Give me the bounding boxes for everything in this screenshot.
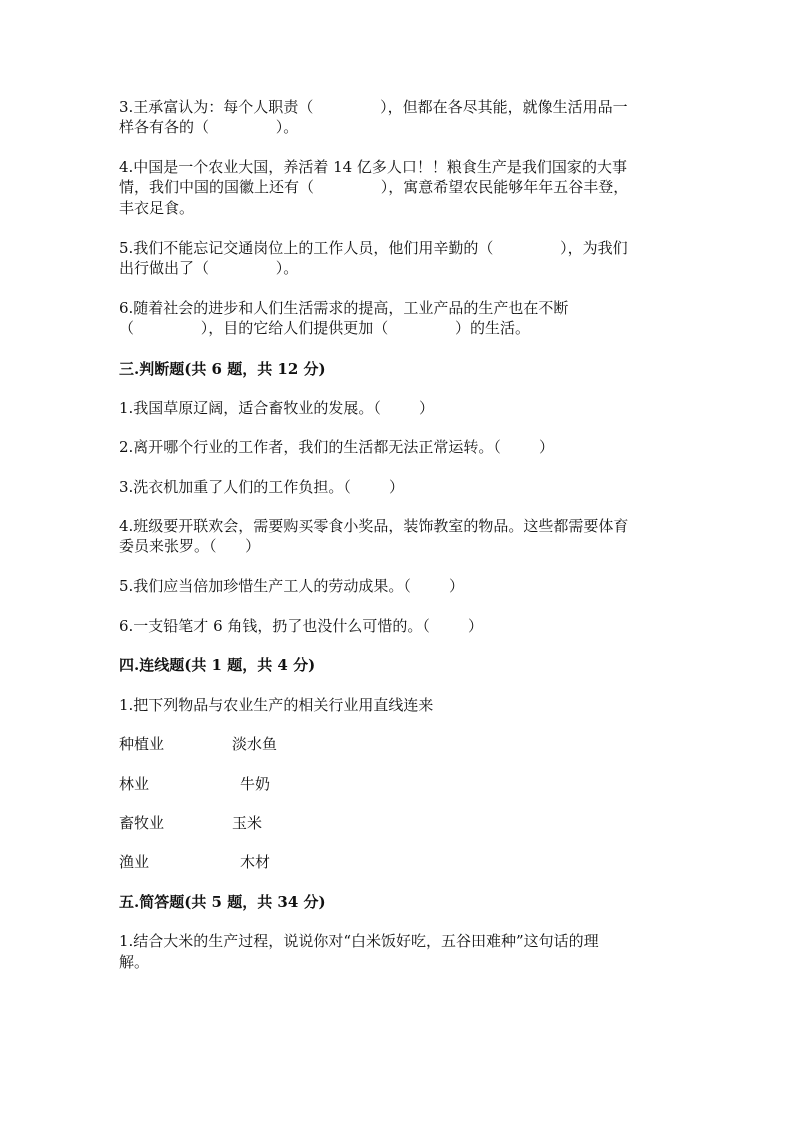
fill-q3-line2: 样各有各的（ ）。 xyxy=(119,118,299,136)
tf-item-6: 6.一支铅笔才 6 角钱，扔了也没什么可惜的。（ ） xyxy=(119,617,484,635)
section-heading-true-false: 三.判断题(共 6 题，共 12 分) xyxy=(119,360,326,378)
short-answer-q1-line2: 解。 xyxy=(119,953,150,971)
matching-question: 1.把下列物品与农业生产的相关行业用直线连来 xyxy=(119,696,434,714)
matching-left-3: 畜牧业 xyxy=(119,814,165,832)
fill-q6-line1: 6.随着社会的进步和人们生活需求的提高，工业产品的生产也在不断 xyxy=(119,299,569,317)
matching-left-1: 种植业 xyxy=(119,735,165,753)
fill-q4-line3: 丰衣足食。 xyxy=(119,199,195,217)
fill-q4-line2: 情，我们中国的国徽上还有（ ），寓意希望农民能够年年五谷丰登， xyxy=(119,178,629,196)
matching-right-4: 木材 xyxy=(240,853,271,871)
short-answer-q1-line1: 1.结合大米的生产过程，说说你对“白米饭好吃，五谷田难种”这句话的理 xyxy=(119,932,599,950)
fill-q5-line1: 5.我们不能忘记交通岗位上的工作人员，他们用辛勤的（ ），为我们 xyxy=(119,239,628,257)
fill-q3-line1: 3.王承富认为：每个人职责（ ），但都在各尽其能，就像生活用品一 xyxy=(119,98,628,116)
section-heading-matching: 四.连线题(共 1 题，共 4 分) xyxy=(119,656,316,674)
matching-left-4: 渔业 xyxy=(119,853,150,871)
matching-left-2: 林业 xyxy=(119,775,150,793)
fill-q5-line2: 出行做出了（ ）。 xyxy=(119,259,299,277)
matching-right-1: 淡水鱼 xyxy=(232,735,278,753)
tf-item-3: 3.洗衣机加重了人们的工作负担。（ ） xyxy=(119,478,404,496)
fill-q6-line2: （ ），目的它给人们提供更加（ ）的生活。 xyxy=(119,319,531,337)
tf-item-4-line2: 委员来张罗。（ ） xyxy=(119,537,261,555)
tf-item-2: 2.离开哪个行业的工作者，我们的生活都无法正常运转。（ ） xyxy=(119,438,554,456)
section-heading-short-answer: 五.简答题(共 5 题，共 34 分) xyxy=(119,893,326,911)
tf-item-4-line1: 4.班级要开联欢会，需要购买零食小奖品，装饰教室的物品。这些都需要体育 xyxy=(119,517,629,535)
matching-right-3: 玉米 xyxy=(232,814,263,832)
fill-q4-line1: 4.中国是一个农业大国，养活着 14 亿多人口！！粮食生产是我们国家的大事 xyxy=(119,158,627,176)
tf-item-1: 1.我国草原辽阔，适合畜牧业的发展。（ ） xyxy=(119,399,434,417)
matching-right-2: 牛奶 xyxy=(240,775,271,793)
tf-item-5: 5.我们应当倍加珍惜生产工人的劳动成果。（ ） xyxy=(119,577,464,595)
